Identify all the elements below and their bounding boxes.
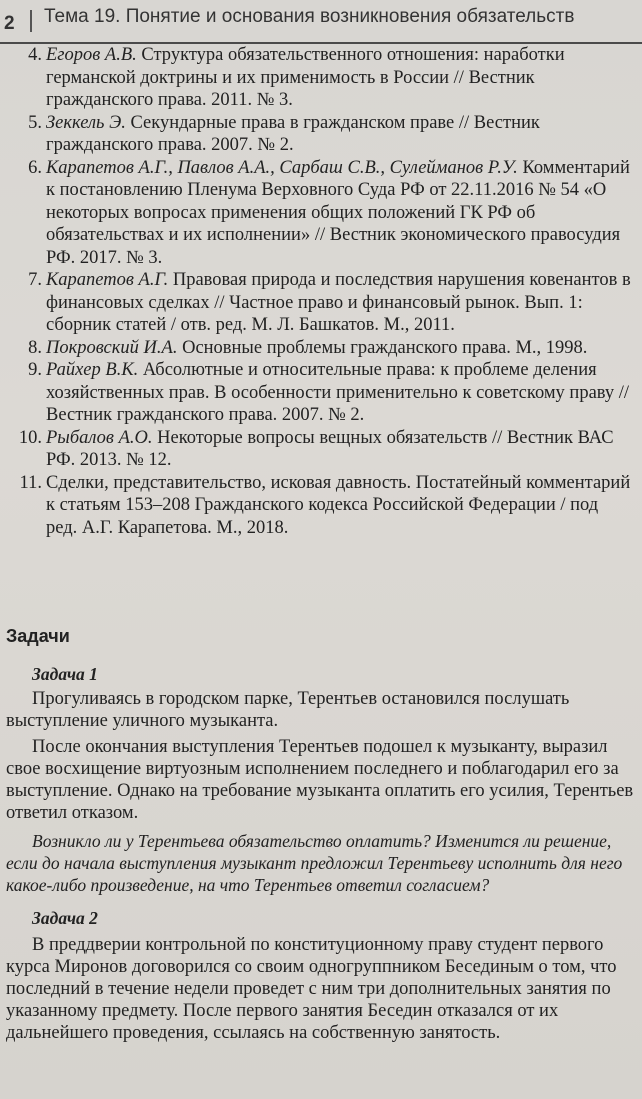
task-1-title: Задача 1 [32,664,98,684]
reference-text: Секундарные права в гражданском праве // Вестник гражданского права. 2007. № 2. [46,112,540,155]
reference-number: 9. [28,360,42,380]
tasks-heading: Задачи [6,626,70,646]
chapter-title: Тема 19. Понятие и основания возникновения обязательств [44,6,575,27]
reference-text: Комментарий к постановлению Пленума Верховного Суда РФ от 22.11.2016 № 54 «О некоторых вопросах применения общих положений ГК РФ об обязательствах и их исполнении» // Вестник экономического правосудия РФ. 2017. № 3. [46,157,630,268]
reference-number: 4. [28,45,42,65]
header-divider [30,10,32,32]
task-1-question: Возникло ли у Терентьева обязательство оплатить? Изменится ли решение, если до начала выступления музыкант предложил Терентьеву исполнить для него какое-либо произведение, на что Терентьев ответил согласием? [6,831,623,895]
reference-text: Абсолютные и относительные права: к проблеме деления хозяйственных прав. В особенности применительно к советскому праву // Вестник гражданского права. 2007. № 2. [46,360,630,425]
reference-number: 5. [28,112,42,133]
reference-author: Егоров А.В. [46,45,137,65]
reference-text: Правовая природа и последствия нарушения ковенантов в финансовых сделках // Частное право и финансовый рынок. Вып. 1: сборник статей / отв. ред. М. Л. Башкатов. М., 2011. [46,270,631,335]
reference-text: Структура обязательственного отношения: наработки германской доктрины и их применимость в России // Вестник гражданского права. 2011. № 3. [46,45,565,110]
reference-author: Покровский И.А. [46,337,178,358]
reference-author: Зеккель Э. [46,112,126,133]
reference-item [0,44,642,112]
task-2-title: Задача 2 [32,908,98,928]
reference-number: 6. [28,157,42,178]
task-2-paragraph: В преддверии контрольной по конституционному праву студент первого курса Миронов договорился со своим одногруппником Бесединым о том, что последний в течение недели проведет с ним три дополнительных занятия по указанному предмету. После первого занятия Беседин отказался от их дальнейшего проведения, ссылаясь на собственную занятость. [6,935,617,1043]
task-1-paragraph: После окончания выступления Терентьев подошел к музыканту, выразил свое восхищение виртуозным исполнением последнего и поблагодарил его за выступление. Однако на требование музыканта оплатить его усилия, Терентьев ответил отказом. [6,737,634,823]
reference-author: Карапетов А.Г., Павлов А.А., Сарбаш С.В., Сулейманов Р.У. [46,157,518,178]
reference-item [0,112,642,157]
task-1-paragraph: Прогуливаясь в городском парке, Терентьев остановился послушать выступление уличного музыканта. [6,689,570,731]
reference-item [0,359,642,427]
reference-item [0,337,642,360]
page-header [0,0,642,44]
reference-item [0,269,642,337]
reference-number: 10. [18,427,42,448]
reference-item [0,472,642,540]
reference-author: Рыбалов А.О. [46,427,153,448]
reference-text: Основные проблемы гражданского права. М., 1998. [177,337,588,358]
reference-text: Некоторые вопросы вещных обязательств // Вестник ВАС РФ. 2013. № 12. [46,427,614,470]
reference-author: Райхер В.К. [46,360,139,380]
reference-list [0,44,642,539]
reference-number: 11. [19,472,42,493]
reference-item [0,157,642,270]
page-number: 2 [4,13,15,34]
reference-number: 8. [28,337,42,358]
reference-text: Сделки, представительство, исковая давность. Постатейный комментарий к статьям 153–208 Гражданского кодекса Российской Федерации / под ред. А.Г. Карапетова. М., 2018. [46,472,631,538]
reference-item [0,427,642,472]
reference-number: 7. [28,270,42,290]
reference-author: Карапетов А.Г. [46,270,169,290]
